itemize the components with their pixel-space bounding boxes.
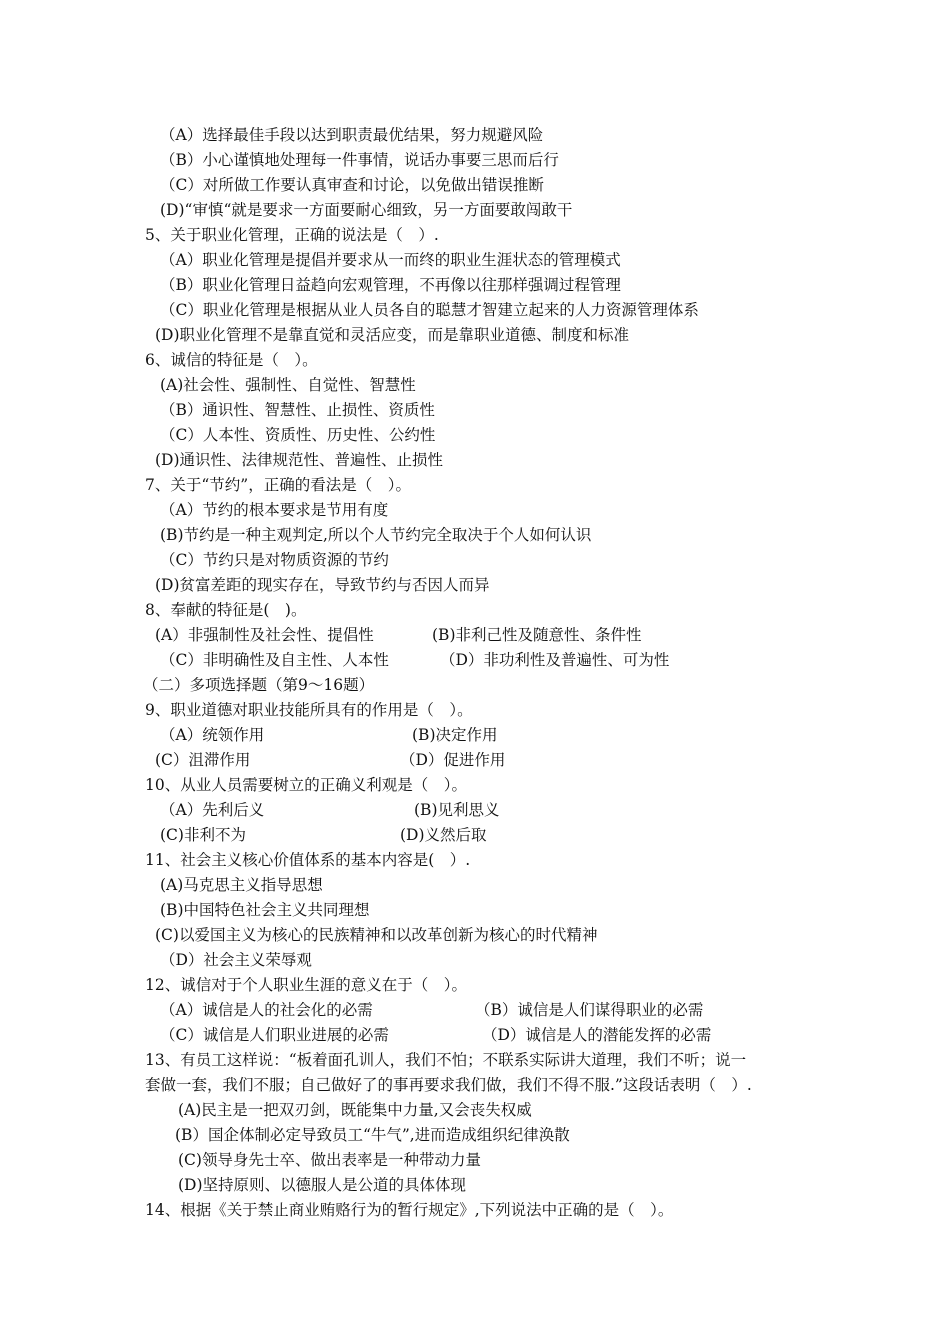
q9-option-d: （D）促进作用 xyxy=(400,751,506,769)
q9-option-a: （A）统领作用 xyxy=(160,726,265,744)
q5-option-a: （A）职业化管理是提倡并要求从一而终的职业生涯状态的管理模式 xyxy=(160,251,621,269)
q10-stem: 10、从业人员需要树立的正确义利观是（ ）。 xyxy=(145,776,467,794)
q8-option-d: （D）非功利性及普遍性、可为性 xyxy=(440,651,670,669)
q7-stem: 7、关于“节约”，正确的看法是（ ）。 xyxy=(145,476,411,494)
q14-stem: 14、根据《关于禁止商业贿赂行为的暂行规定》,下列说法中正确的是（ ）。 xyxy=(145,1201,674,1219)
q9-stem: 9、职业道德对职业技能所具有的作用是（ ）。 xyxy=(145,701,473,719)
q13-option-d: (D)坚持原则、以德服人是公道的具体体现 xyxy=(178,1176,467,1194)
q8-stem: 8、奉献的特征是( )。 xyxy=(145,601,307,619)
q8-option-b: (B)非利己性及随意性、条件性 xyxy=(432,626,642,644)
q13-option-b: (B）国企体制必定导致员工“牛气”,进而造成组织纪律涣散 xyxy=(175,1126,570,1144)
q12-option-d: （D）诚信是人的潜能发挥的必需 xyxy=(482,1026,712,1044)
q12-option-a: （A）诚信是人的社会化的必需 xyxy=(160,1001,373,1019)
q11-option-b: (B)中国特色社会主义共同理想 xyxy=(160,901,370,919)
q13-stem-line1: 13、有员工这样说：“板着面孔训人，我们不怕；不联系实际讲大道理，我们不听；说一 xyxy=(145,1051,747,1069)
q6-option-a: (A)社会性、强制性、自觉性、智慧性 xyxy=(160,376,416,394)
q10-option-c: (C)非利不为 xyxy=(160,826,246,844)
q4-option-b: （B）小心谨慎地处理每一件事情，说话办事要三思而后行 xyxy=(160,151,559,169)
q6-option-c: （C）人本性、资质性、历史性、公约性 xyxy=(160,426,436,444)
q11-option-a: (A)马克思主义指导思想 xyxy=(160,876,323,894)
q11-option-c: (C)以爱国主义为核心的民族精神和以改革创新为核心的时代精神 xyxy=(155,926,598,944)
q12-option-b: （B）诚信是人们谋得职业的必需 xyxy=(475,1001,704,1019)
q10-option-d: (D)义然后取 xyxy=(400,826,487,844)
q11-stem: 11、社会主义核心价值体系的基本内容是( ）. xyxy=(145,851,471,869)
q6-stem: 6、诚信的特征是（ ）。 xyxy=(145,351,318,369)
q11-option-d: （D）社会主义荣辱观 xyxy=(160,951,312,969)
q12-option-c: （C）诚信是人们职业进展的必需 xyxy=(160,1026,389,1044)
q6-option-d: (D)通识性、法律规范性、普遍性、止损性 xyxy=(155,451,444,469)
q4-option-c: （C）对所做工作要认真审查和讨论，以免做出错误推断 xyxy=(160,176,544,194)
q7-option-d: (D)贫富差距的现实存在，导致节约与否因人而异 xyxy=(155,576,490,594)
q4-option-d: (D)“审慎“就是要求一方面要耐心细致，另一方面要敢闯敢干 xyxy=(160,201,573,219)
q13-stem-line2: 套做一套，我们不服；自己做好了的事再要求我们做，我们不得不服.”这段话表明（ ）. xyxy=(145,1076,752,1094)
q5-option-d: (D)职业化管理不是靠直觉和灵活应变，而是靠职业道德、制度和标准 xyxy=(155,326,630,344)
section-heading: （二）多项选择题（第9～16题） xyxy=(143,676,375,694)
q5-option-c: （C）职业化管理是根据从业人员各自的聪慧才智建立起来的人力资源管理体系 xyxy=(160,301,699,319)
q8-option-c: （C）非明确性及自主性、人本性 xyxy=(160,651,389,669)
q10-option-a: （A）先利后义 xyxy=(160,801,265,819)
q6-option-b: （B）通识性、智慧性、止损性、资质性 xyxy=(160,401,435,419)
q7-option-a: （A）节约的根本要求是节用有度 xyxy=(160,501,389,519)
q9-option-c: (C）沮滞作用 xyxy=(155,751,251,769)
q13-option-c: (C)领导身先士卒、做出表率是一种带动力量 xyxy=(178,1151,481,1169)
q5-stem: 5、关于职业化管理，正确的说法是（ ）. xyxy=(145,226,439,244)
q8-option-a: (A）非强制性及社会性、提倡性 xyxy=(155,626,374,644)
q13-option-a: (A)民主是一把双刃剑，既能集中力量,又会丧失权威 xyxy=(178,1101,532,1119)
q12-stem: 12、诚信对于个人职业生涯的意义在于（ ）。 xyxy=(145,976,467,994)
q10-option-b: (B)见利思义 xyxy=(414,801,500,819)
q7-option-b: (B)节约是一种主观判定,所以个人节约完全取决于个人如何认识 xyxy=(160,526,592,544)
q4-option-a: （A）选择最佳手段以达到职责最优结果，努力规避风险 xyxy=(160,126,544,144)
q7-option-c: （C）节约只是对物质资源的节约 xyxy=(160,551,389,569)
q9-option-b: (B)决定作用 xyxy=(412,726,498,744)
q5-option-b: （B）职业化管理日益趋向宏观管理，不再像以往那样强调过程管理 xyxy=(160,276,621,294)
